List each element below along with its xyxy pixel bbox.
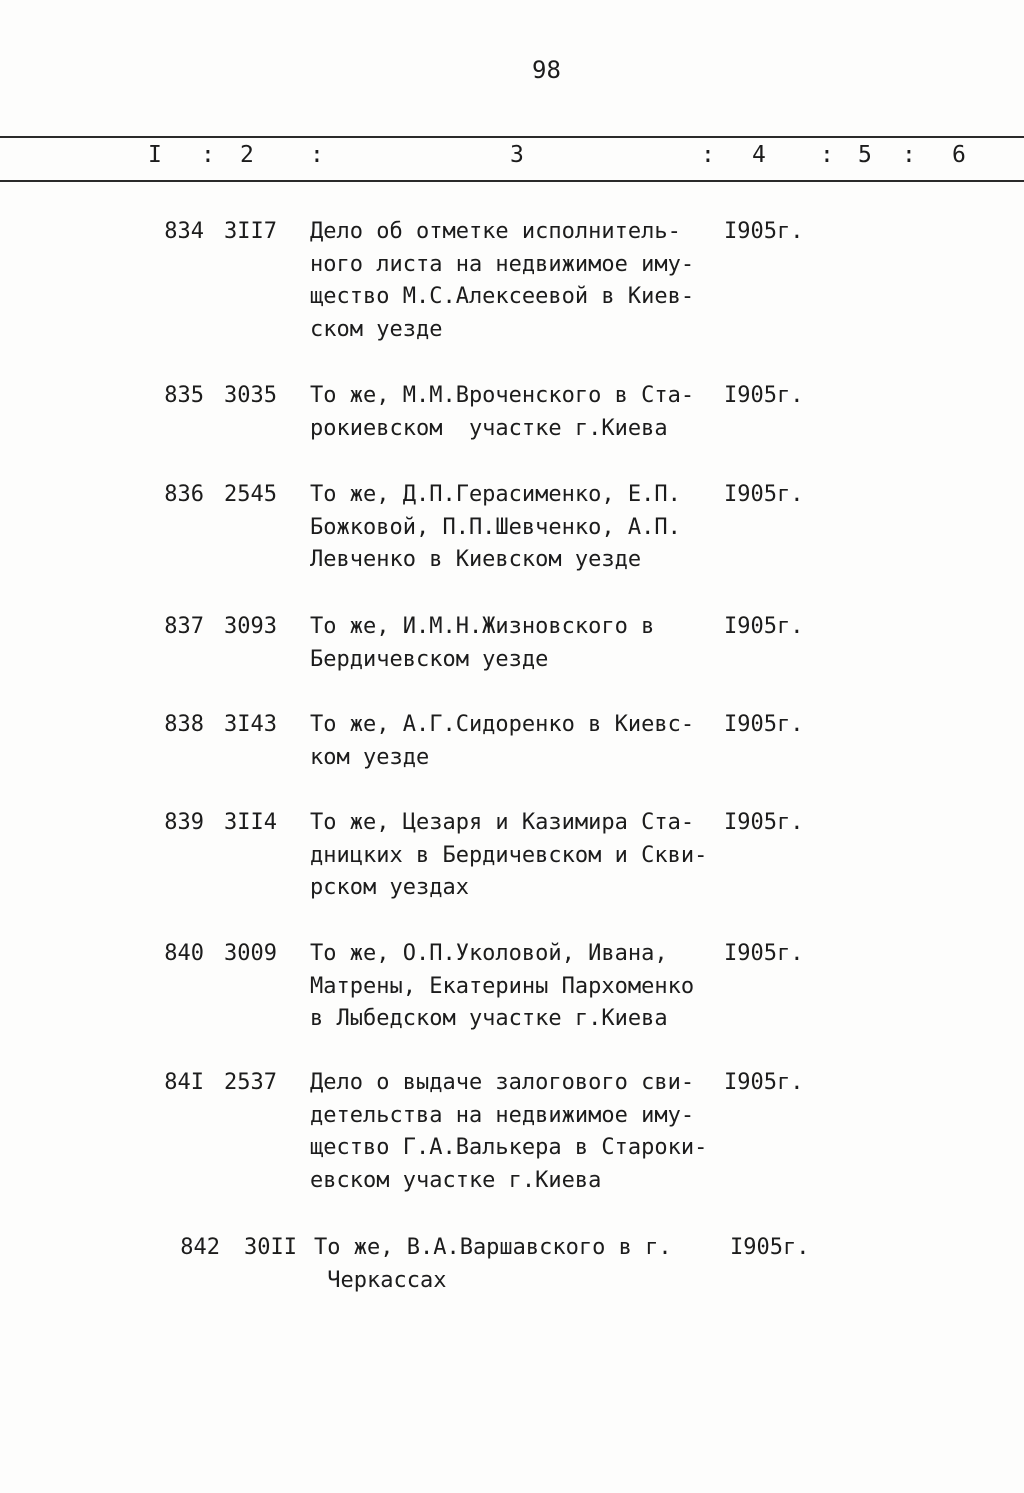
description-line: Божковой, П.П.Шевченко, А.П. (310, 514, 681, 540)
header-separator: : (310, 142, 324, 168)
table-header-rule (0, 180, 1024, 182)
entry-number: 840 (164, 941, 204, 966)
header-separator: : (201, 142, 215, 168)
header-col-3: 3 (510, 142, 524, 168)
description-line: дницких в Бердичевском и Скви- (310, 842, 708, 868)
entry-description (310, 1067, 722, 1197)
description-line: То же, М.М.Вроченского в Ста- (310, 383, 695, 408)
description-line: То же, Д.П.Герасименко, Е.П. (310, 482, 681, 507)
description-line: Левченко в Киевском уезде (310, 547, 642, 573)
entry-description (310, 611, 722, 676)
header-col-4: 4 (752, 142, 766, 168)
entry-number: 837 (164, 614, 204, 639)
header-col-2: 2 (240, 142, 254, 168)
description-line: в Лыбедском участке г.Киева (310, 1006, 668, 1032)
header-col-5: 5 (858, 142, 872, 168)
description-line: ском уезде (310, 316, 443, 342)
description-line: Черкассах (314, 1267, 447, 1293)
description-line: Матрены, Екатерины Пархоменко (310, 973, 695, 999)
entry-year: I905г. (724, 1070, 804, 1095)
entry-year: I905г. (724, 219, 804, 244)
entry-fond: 3009 (224, 941, 277, 966)
entry-year: I905г. (724, 712, 804, 737)
entry-year: I905г. (730, 1235, 810, 1260)
description-line: Бердичевском уезде (310, 646, 549, 672)
entry-year: I905г. (724, 383, 804, 408)
header-col-1: I (148, 142, 162, 168)
entry-description (310, 380, 722, 445)
description-line: ком уезде (310, 744, 430, 770)
entry-number: 836 (164, 482, 204, 507)
entry-fond: 2537 (224, 1070, 277, 1095)
description-line: щество М.С.Алексеевой в Киев- (310, 284, 695, 310)
entry-description (314, 1232, 726, 1297)
entry-fond: 3035 (224, 383, 277, 408)
description-line: Дело о выдаче залогового сви- (310, 1070, 695, 1095)
entry-number: 839 (164, 810, 204, 835)
header-separator: : (902, 142, 916, 168)
entry-number: 834 (164, 219, 204, 244)
entry-description (310, 709, 722, 774)
header-col-6: 6 (952, 142, 966, 168)
entry-number: 835 (164, 383, 204, 408)
entry-number: 838 (164, 712, 204, 737)
entry-year: I905г. (724, 941, 804, 966)
page-number: 98 (532, 56, 561, 84)
entry-year: I905г. (724, 614, 804, 639)
entry-description (310, 938, 722, 1036)
entry-fond: 2545 (224, 482, 277, 507)
description-line: рокиевском участке г.Киева (310, 415, 668, 441)
header-separator: : (820, 142, 834, 168)
entry-year: I905г. (724, 810, 804, 835)
description-line: евском участке г.Киева (310, 1167, 602, 1193)
description-line: То же, Цезаря и Казимира Ста- (310, 810, 695, 835)
entry-description (310, 216, 722, 346)
description-line: То же, В.А.Варшавского в г. (314, 1235, 672, 1260)
entry-fond: 3I43 (224, 712, 277, 737)
entry-fond: 3093 (224, 614, 277, 639)
entry-number: 84I (164, 1070, 204, 1095)
entry-fond: 30II (244, 1235, 297, 1260)
description-line: детельства на недвижимое иму- (310, 1102, 695, 1128)
description-line: То же, А.Г.Сидоренко в Киевс- (310, 712, 695, 737)
entry-fond: 3II4 (224, 810, 277, 835)
entry-fond: 3II7 (224, 219, 277, 244)
description-line: щество Г.А.Валькера в Староки- (310, 1135, 708, 1161)
entry-description (310, 807, 722, 905)
description-line: Дело об отметке исполнитель- (310, 219, 681, 244)
entry-year: I905г. (724, 482, 804, 507)
table-top-rule (0, 136, 1024, 138)
description-line: То же, О.П.Уколовой, Ивана, (310, 941, 668, 966)
description-line: рском уездах (310, 875, 469, 901)
description-line: То же, И.М.Н.Жизновского в (310, 614, 655, 639)
entry-description (310, 479, 722, 577)
header-separator: : (701, 142, 715, 168)
description-line: ного листа на недвижимое иму- (310, 251, 695, 277)
entry-number: 842 (180, 1235, 220, 1260)
